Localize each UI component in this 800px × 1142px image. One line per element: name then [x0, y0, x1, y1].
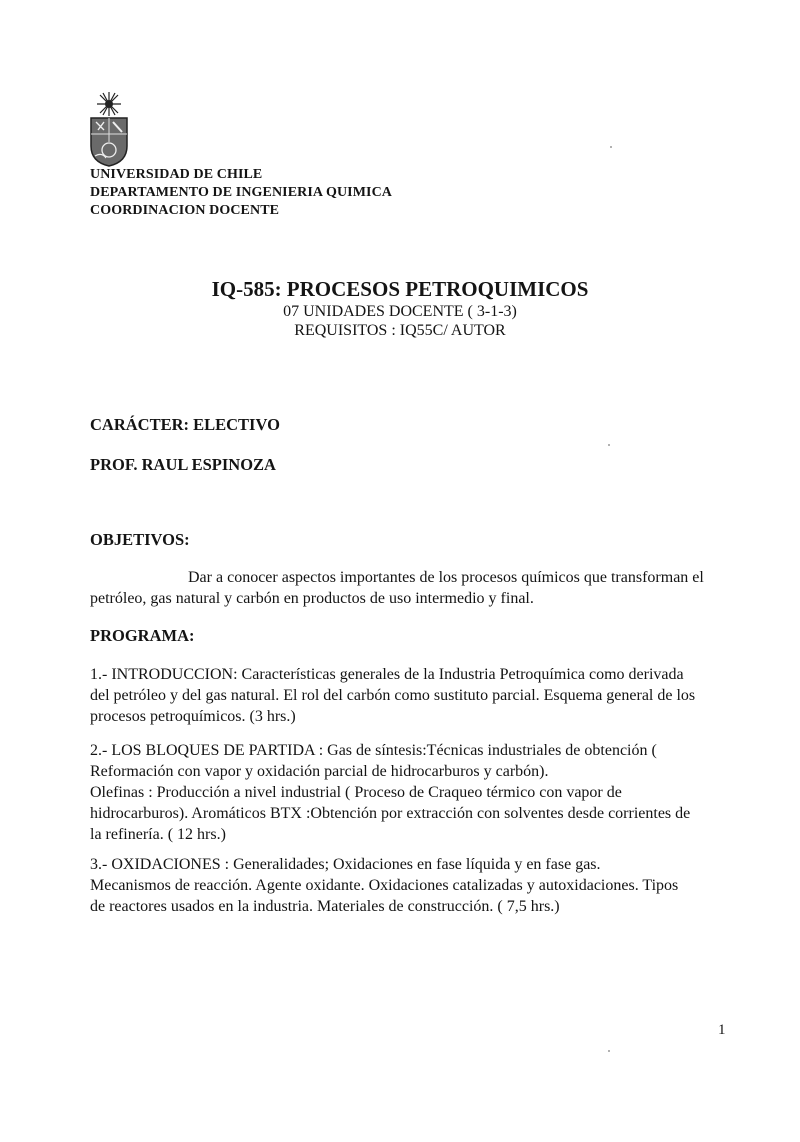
program-item-line: 1.- INTRODUCCION: Características generales de la Industria Petroquímica como derivada — [90, 666, 684, 683]
objectives-heading: OBJETIVOS: — [90, 530, 190, 549]
program-item-line: la refinería. ( 12 hrs.) — [90, 826, 226, 843]
university-crest-icon — [84, 90, 134, 168]
professor-name: PROF. RAUL ESPINOZA — [90, 455, 276, 474]
program-item-line: Olefinas : Producción a nivel industrial ( Proceso de Craqueo térmico con vapor de — [90, 784, 622, 801]
institution-line-university: UNIVERSIDAD DE CHILE — [90, 167, 263, 182]
program-item-line: procesos petroquímicos. (3 hrs.) — [90, 708, 296, 725]
course-title: IQ-585: PROCESOS PETROQUIMICOS — [211, 277, 589, 301]
program-item-line: del petróleo y del gas natural. El rol del carbón como sustituto parcial. Esquema general de los — [90, 687, 696, 704]
objectives-line: Dar a conocer aspectos importantes de los procesos químicos que transforman el — [188, 569, 704, 586]
program-heading: PROGRAMA: — [90, 626, 195, 645]
objectives-text — [90, 567, 726, 609]
program-item-2 — [90, 740, 726, 845]
program-item-3 — [90, 854, 726, 917]
objectives-line: petróleo, gas natural y carbón en productos de uso intermedio y final. — [90, 590, 534, 607]
program-item-1 — [90, 664, 726, 727]
course-character: CARÁCTER: ELECTIVO — [90, 415, 280, 434]
program-item-line: de reactores usados en la industria. Materiales de construcción. ( 7,5 hrs.) — [90, 898, 560, 915]
program-item-line: 3.- OXIDACIONES : Generalidades; Oxidaciones en fase líquida y en fase gas. — [90, 856, 601, 873]
scan-speck — [610, 146, 612, 148]
institution-line-coordination: COORDINACION DOCENTE — [90, 203, 280, 218]
course-details — [0, 302, 800, 340]
program-item-line: 2.- LOS BLOQUES DE PARTIDA : Gas de síntesis:Técnicas industriales de obtención ( — [90, 742, 657, 759]
course-units: 07 UNIDADES DOCENTE ( 3-1-3) — [283, 303, 517, 320]
scan-speck — [608, 444, 610, 446]
program-item-line: Mecanismos de reacción. Agente oxidante. Oxidaciones catalizadas y autoxidaciones. Tipos — [90, 877, 679, 894]
scan-speck — [608, 1050, 610, 1052]
program-item-line: hidrocarburos). Aromáticos BTX :Obtención por extracción con solventes desde corrientes de — [90, 805, 691, 822]
page-number: 1 — [718, 1022, 726, 1038]
institution-line-department: DEPARTAMENTO DE INGENIERIA QUIMICA — [90, 185, 392, 200]
program-item-line: Reformación con vapor y oxidación parcial de hidrocarburos y carbón). — [90, 763, 549, 780]
institution-header — [90, 166, 392, 220]
course-requirements: REQUISITOS : IQ55C/ AUTOR — [294, 322, 506, 339]
